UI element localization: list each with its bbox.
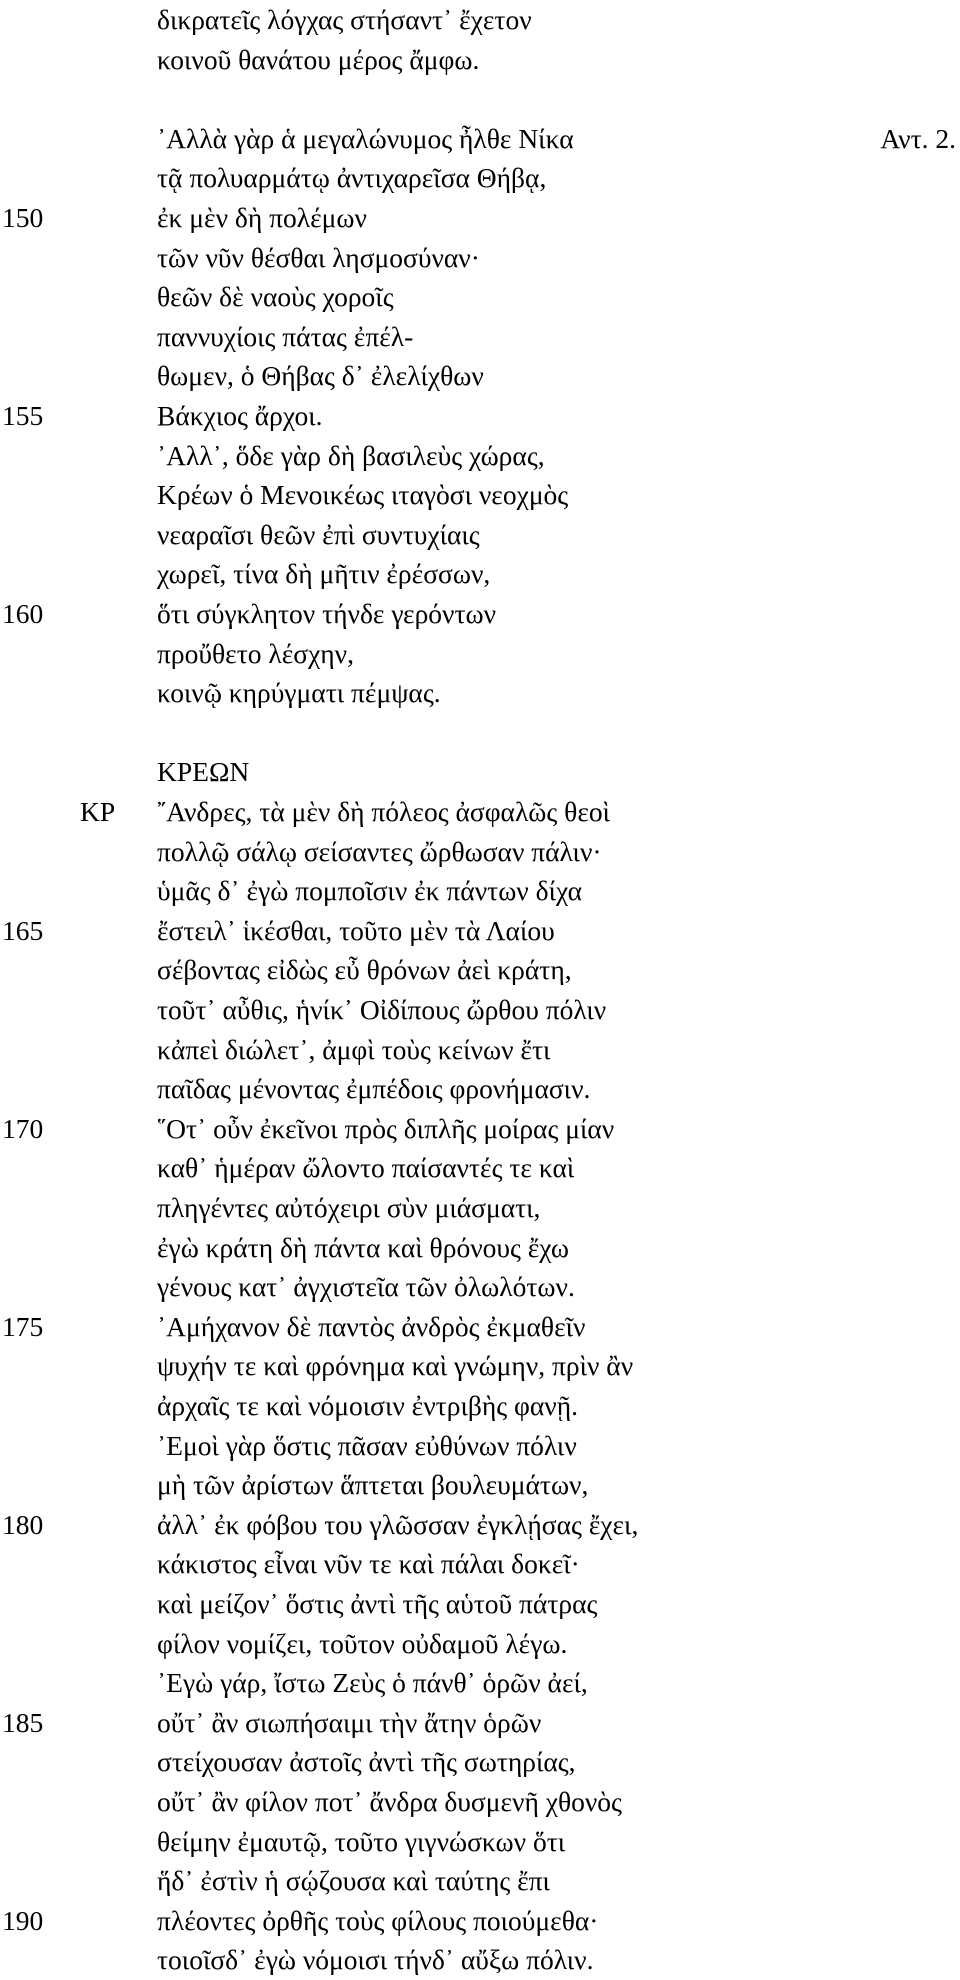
line-number: 170 — [2, 1112, 44, 1144]
verse-text: ἀρχαῖς τε καὶ νόμοισιν ἐντριβὴς φανῇ. — [157, 1390, 578, 1421]
verse-line — [0, 1703, 960, 1743]
verse-line — [0, 1584, 960, 1624]
verse-text: μὴ τῶν ἀρίστων ἅπτεται βουλευμάτων, — [157, 1469, 589, 1501]
line-number: 160 — [2, 598, 44, 629]
verse-line — [0, 198, 960, 238]
line-number: 175 — [2, 1310, 44, 1342]
verse-text: οὔτ᾽ ἂν σιωπήσαιμι τὴν ἄτην ὁρῶν — [157, 1706, 542, 1738]
line-number: 165 — [2, 914, 44, 946]
verse-line — [0, 990, 960, 1030]
verse-line — [0, 1544, 960, 1584]
verse-line — [0, 713, 960, 753]
verse-line — [0, 792, 960, 832]
verse-line — [0, 1188, 960, 1228]
verse-text: ῎Ανδρες, τὰ μὲν δὴ πόλεος ἀσφαλῶς θεοὶ — [157, 796, 611, 827]
verse-text: καθ᾽ ἡμέραν ὤλοντο παίσαντές τε καὶ — [157, 1152, 575, 1184]
verse-text: ἔστειλ᾽ ἱκέσθαι, τοῦτο μὲν τὰ Λαίου — [157, 914, 555, 946]
verse-line — [0, 1228, 960, 1268]
verse-line — [0, 832, 960, 872]
verse-text: θωμεν, ὁ Θήβας δ᾽ ἐλελίχθων — [157, 360, 484, 392]
verse-line — [0, 1148, 960, 1188]
verse-text: ὑμᾶς δ᾽ ἐγὼ πομποῖσιν ἐκ πάντων δίχα — [157, 875, 582, 907]
verse-text: ἀλλ᾽ ἐκ φόβου του γλῶσσαν ἐγκλῄσας ἔχει, — [157, 1508, 639, 1540]
verse-line — [0, 673, 960, 713]
verse-line — [0, 436, 960, 476]
verse-line — [0, 1742, 960, 1782]
line-number: 150 — [2, 202, 44, 233]
verse-text: ΚΡΕΩΝ — [157, 756, 250, 788]
verse-text: Κρέων ὁ Μενοικέως ιταγὸσι νεοχμὸς — [157, 479, 569, 511]
verse-text: ὅτι σύγκλητον τήνδε γερόντων — [157, 598, 497, 629]
verse-text: πολλῷ σάλῳ σείσαντες ὤρθωσαν πάλιν· — [157, 835, 602, 867]
verse-line — [0, 1465, 960, 1505]
verse-line — [0, 1030, 960, 1070]
verse-line — [0, 1624, 960, 1664]
verse-text: κάκιστος εἶναι νῦν τε καὶ πάλαι δοκεῖ· — [157, 1548, 580, 1580]
verse-line — [0, 634, 960, 674]
verse-text: ῞Οτ᾽ οὖν ἐκεῖνοι πρὸς διπλῆς μοίρας μίαν — [157, 1112, 615, 1144]
verse-text: σέβοντας εἰδὼς εὖ θρόνων ἀεὶ κράτη, — [157, 954, 572, 986]
verse-text: ᾽Εμοὶ γὰρ ὅστις πᾶσαν εὐθύνων πόλιν — [157, 1429, 577, 1461]
verse-line — [0, 238, 960, 278]
verse-line — [0, 1861, 960, 1901]
verse-text: προὔθετο λέσχην, — [157, 637, 354, 669]
verse-text: ἐγὼ κράτη δὴ πάντα καὶ θρόνους ἔχω — [157, 1231, 570, 1263]
verse-line — [0, 317, 960, 357]
verse-text: ἥδ᾽ ἐστὶν ἡ σῴζουσα καὶ ταύτης ἔπι — [157, 1865, 550, 1897]
verse-line — [0, 594, 960, 634]
verse-text: γένους κατ᾽ ἀγχιστεῖα τῶν ὀλωλότων. — [157, 1271, 575, 1303]
strophe-marker: Αντ. 2. — [880, 122, 956, 154]
verse-text: ᾽Αλλ᾽, ὅδε γὰρ δὴ βασιλεὺς χώρας, — [157, 439, 545, 471]
verse-text: ᾽Αμήχανον δὲ παντὸς ἀνδρὸς ἐκμαθεῖν — [157, 1310, 586, 1342]
verse-line — [0, 79, 960, 119]
verse-line — [0, 1069, 960, 1109]
verse-line — [0, 554, 960, 594]
verse-line — [0, 1346, 960, 1386]
verse-line — [0, 1109, 960, 1149]
verse-text: Βάκχιος ἄρχοι. — [157, 400, 323, 431]
verse-line — [0, 40, 960, 80]
verse-line — [0, 0, 960, 40]
verse-line — [0, 1822, 960, 1862]
verse-text: τᾷ πολυαρμάτῳ ἀντιχαρεῖσα Θήβᾳ, — [157, 162, 547, 194]
verse-line — [0, 515, 960, 555]
verse-line — [0, 277, 960, 317]
verse-text: τοῦτ᾽ αὖθις, ἡνίκ᾽ Οἰδίπους ὤρθου πόλιν — [157, 994, 607, 1025]
verse-line — [0, 1901, 960, 1941]
verse-text: θεῶν δὲ ναοὺς χοροῖς — [157, 281, 394, 313]
line-number: 180 — [2, 1508, 44, 1540]
line-number: 190 — [2, 1904, 44, 1936]
verse-line — [0, 752, 960, 792]
verse-line — [0, 1782, 960, 1822]
verse-line — [0, 1663, 960, 1703]
verse-text: νεαραῖσι θεῶν ἐπὶ συντυχίαις — [157, 518, 480, 550]
verse-line — [0, 1267, 960, 1307]
verse-text: ψυχήν τε καὶ φρόνημα καὶ γνώμην, πρὶν ἂν — [157, 1350, 634, 1382]
verse-line — [0, 158, 960, 198]
verse-text: δικρατεῖς λόγχας στήσαντ᾽ ἔχετον — [157, 4, 532, 35]
verse-line — [0, 396, 960, 436]
verse-text: ἐκ μὲν δὴ πολέμων — [157, 202, 367, 233]
verse-text: κοινῷ κηρύγματι πέμψας. — [157, 677, 441, 709]
verse-text: παῖδας μένοντας ἐμπέδοις φρονήμασιν. — [157, 1073, 591, 1105]
line-number: 185 — [2, 1706, 44, 1738]
verse-line — [0, 1386, 960, 1426]
verse-line — [0, 119, 960, 159]
verse-text: ᾽Εγὼ γάρ, ἴστω Ζεὺς ὁ πάνθ᾽ ὁρῶν ἀεί, — [157, 1667, 588, 1699]
verse-text: καὶ μείζον᾽ ὅστις ἀντὶ τῆς αὑτοῦ πάτρας — [157, 1588, 598, 1619]
verse-text: ᾽Αλλὰ γὰρ ἁ μεγαλώνυμος ἦλθε Νίκα — [157, 122, 574, 154]
verse-text: τοιοῖσδ᾽ ἐγὼ νόμοισι τήνδ᾽ αὔξω πόλιν. — [157, 1944, 594, 1976]
verse-line — [0, 356, 960, 396]
verse-text: κἀπεὶ διώλετ᾽, ἀμφὶ τοὺς κείνων ἔτι — [157, 1033, 551, 1065]
verse-text: φίλον νομίζει, τοῦτον οὐδαμοῦ λέγω. — [157, 1627, 568, 1659]
verse-text: κοινοῦ θανάτου μέρος ἄμφω. — [157, 43, 480, 75]
line-number: 155 — [2, 400, 44, 431]
verse-line — [0, 1426, 960, 1466]
verse-text: θείμην ἐμαυτῷ, τοῦτο γιγνώσκων ὅτι — [157, 1825, 566, 1857]
speaker-label: ΚΡ — [80, 796, 116, 827]
verse-text: πλέοντες ὀρθῆς τοὺς φίλους ποιούμεθα· — [157, 1904, 599, 1936]
verse-text: χωρεῖ, τίνα δὴ μῆτιν ἐρέσσων, — [157, 558, 491, 590]
verse-line — [0, 1505, 960, 1545]
verse-text: οὔτ᾽ ἂν φίλον ποτ᾽ ἄνδρα δυσμενῆ χθονὸς — [157, 1786, 622, 1817]
verse-text: πληγέντες αὐτόχειρι σὺν μιάσματι, — [157, 1192, 541, 1223]
verse-line — [0, 911, 960, 951]
verse-line — [0, 950, 960, 990]
verse-line — [0, 475, 960, 515]
verse-line — [0, 1307, 960, 1347]
verse-line — [0, 871, 960, 911]
verse-text: τῶν νῦν θέσθαι λησμοσύναν· — [157, 241, 480, 273]
verse-text: παννυχίοις πάτας ἐπέλ- — [157, 320, 414, 352]
verse-line — [0, 1940, 960, 1980]
verse-text: στείχουσαν ἀστοῖς ἀντὶ τῆς σωτηρίας, — [157, 1746, 576, 1778]
